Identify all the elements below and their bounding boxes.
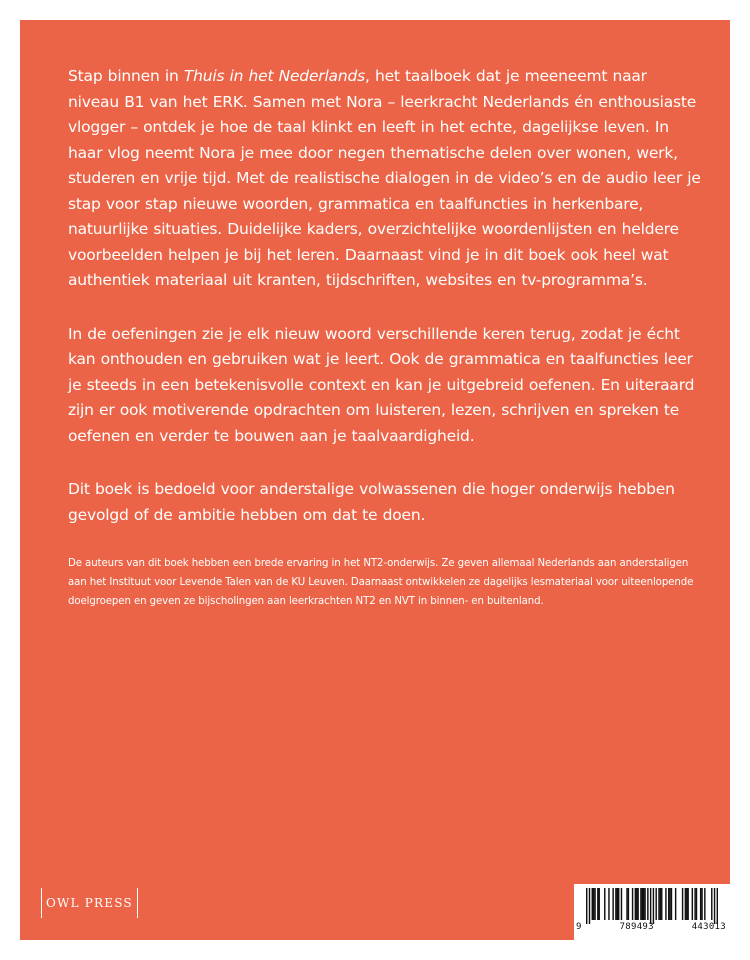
barcode-bar bbox=[621, 888, 622, 920]
back-cover bbox=[20, 20, 730, 940]
barcode-bar bbox=[704, 888, 705, 920]
blurb-paragraph-3: Dit boek is bedoeld voor anderstalige volwassenen die hoger onderwijs hebben gevolgd of de ambitie hebben om dat te doen. bbox=[68, 480, 675, 524]
barcode-bar bbox=[701, 888, 702, 920]
barcode-bar bbox=[599, 888, 600, 920]
barcode-bar bbox=[642, 888, 643, 920]
barcode-bar bbox=[655, 888, 656, 920]
barcode-bar bbox=[644, 888, 645, 920]
barcode-bar bbox=[660, 888, 661, 920]
barcode-bar bbox=[661, 888, 662, 920]
barcode-bar bbox=[685, 888, 686, 920]
barcode-bar bbox=[711, 888, 712, 920]
barcode-bar bbox=[637, 888, 638, 920]
book-title: Thuis in het Nederlands bbox=[183, 67, 365, 85]
barcode-bar bbox=[604, 888, 605, 920]
barcode-bar bbox=[647, 888, 648, 920]
barcode-bar bbox=[696, 888, 697, 920]
barcode-bar bbox=[635, 888, 636, 920]
blurb-paragraph-1 bbox=[68, 64, 703, 294]
barcode-bar bbox=[592, 888, 593, 920]
barcode-bars bbox=[586, 888, 718, 924]
barcode-bar bbox=[682, 888, 683, 920]
blurb-intro: Stap binnen in bbox=[68, 67, 184, 85]
barcode-bar bbox=[714, 888, 715, 924]
barcode-bar bbox=[687, 888, 688, 920]
publisher-logo bbox=[41, 888, 138, 918]
barcode-digits bbox=[576, 922, 726, 932]
barcode-bar bbox=[671, 888, 672, 920]
barcode-bar bbox=[589, 888, 590, 924]
barcode-digits-right: 443013 bbox=[691, 922, 726, 932]
barcode-bar bbox=[593, 888, 594, 920]
blurb-paragraph-2: In de oefeningen zie je elk nieuw woord verschillende keren terug, zodat je écht kan onthouden en gebruiken wat je leert. Ook de grammatica en taalfuncties leer je steeds in een betekenisvolle context en kan je uitgebreid oefenen. En uiteraard zijn er ook motiverende opdrachten om luisteren, lezen, schrijven en spreken te oefenen en verder te bouwen aan je taalvaardigheid. bbox=[68, 324, 695, 445]
publisher-name: OWL PRESS bbox=[46, 896, 133, 910]
barcode-digit-first: 9 bbox=[576, 922, 582, 932]
barcode-bar bbox=[636, 888, 637, 920]
barcode-bar bbox=[618, 888, 619, 920]
blurb-description: , het taalboek dat je meeneemt naar niveau B1 van het ERK. Samen met Nora – leerkracht Nederlands én enthousiaste vlogger – ontdek je hoe de taal klinkt en leeft in het echte, dagelijkse leven. In haar vlog neemt Nora je mee door negen thematische delen over wonen, werk, studeren en vrije tijd. Met de realistische dialogen in de video’s en de audio leer je stap voor stap nieuwe woorden, grammatica en taalfuncties in herkenbare, natuurlijke situaties. Duidelijke kaders, overzichtelijke woordenlijsten en heldere voorbeelden helpen je bij het leren. Daarnaast vind je in dit boek ook heel wat authentiek materiaal uit kranten, tijdschriften, websites en tv-programma’s. bbox=[68, 67, 701, 289]
barcode-bar bbox=[717, 888, 718, 924]
barcode-bar bbox=[632, 888, 633, 920]
blurb bbox=[68, 64, 703, 611]
barcode-bar bbox=[586, 888, 587, 924]
barcode-bar bbox=[617, 888, 618, 920]
barcode-bar bbox=[608, 888, 609, 920]
barcode-bar bbox=[612, 888, 613, 920]
isbn-barcode bbox=[574, 884, 730, 940]
barcode-bar bbox=[653, 888, 654, 924]
barcode-bar bbox=[669, 888, 670, 920]
barcode-bar bbox=[694, 888, 695, 920]
barcode-bar bbox=[668, 888, 669, 920]
barcode-bar bbox=[615, 888, 616, 920]
barcode-bar bbox=[597, 888, 598, 920]
barcode-bar bbox=[686, 888, 687, 920]
barcode-bar bbox=[675, 888, 676, 920]
barcode-digits-left: 789493 bbox=[619, 922, 654, 932]
barcode-bar bbox=[594, 888, 595, 920]
barcode-bar bbox=[628, 888, 629, 920]
barcode-bar bbox=[640, 888, 641, 920]
barcode-bar bbox=[658, 888, 659, 920]
barcode-bar bbox=[665, 888, 666, 920]
barcode-bar bbox=[626, 888, 627, 920]
barcode-bar bbox=[700, 888, 701, 920]
barcode-bar bbox=[692, 888, 693, 920]
barcode-bar bbox=[643, 888, 644, 920]
authors-note: De auteurs van dit boek hebben een brede ervaring in het NT2-onderwijs. Ze geven allemaal Nederlands aan anderstaligen aan het Instituut voor Levende Talen van de KU Leuven. Daarnaast ontwikkelen ze dagelijks lesmateriaal voor uiteenlopende doelgroepen en geven ze bijscholingen aan leerkrachten NT2 en NVT in binnen- en buitenland. bbox=[68, 558, 694, 607]
barcode-bar bbox=[650, 888, 651, 924]
